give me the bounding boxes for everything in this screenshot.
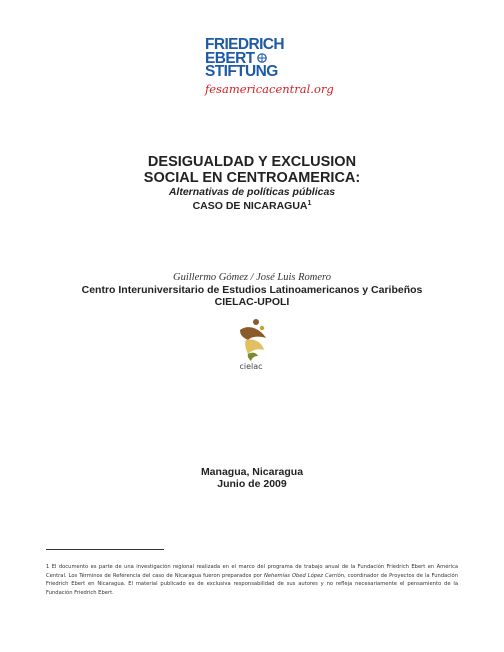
institution-acronym: CIELAC-UPOLI [214, 296, 290, 308]
title-subtitle: Alternativas de políticas públicas [168, 186, 336, 198]
footnote-part-2: , coordinador de Proyectos de la Fundación Friedrich Ebert en Nicaragua. El material publicado es de exclusiva responsabilidad de sus autores y no refleja necesariamente el pensamiento de la Fundación Friedrich Ebert. [46, 572, 458, 596]
place: Managua, Nicaragua [200, 466, 304, 478]
globe-icon [257, 53, 267, 63]
logo-line-3: STIFTUNG [205, 63, 278, 80]
footnote-part-1: 1 El documento es parte de una investigación regional realizada en el marco del programa de trabajo anual de la Fundación Friedrich Ebert en América Central. Los Términos de Referencia del caso de Nicaragua fueron preparados por [46, 564, 458, 579]
footnote-rule [46, 549, 164, 550]
footnote-text [46, 563, 458, 597]
institution-name: Centro Interuniversitario de Estudios Latinoamericanos y Caribeños [81, 284, 423, 296]
case-text: CASO DE NICARAGUA [192, 200, 308, 212]
logo-line-1: FRIEDRICH [205, 36, 284, 53]
footnote-marker: 1 [307, 200, 312, 207]
footnote-coordinator: Nehemías Obed López Carrión [263, 572, 344, 579]
cielac-logo [226, 318, 276, 372]
author-names: Guillermo Gómez / José Luis Romero [173, 272, 331, 283]
case-heading [0, 198, 504, 212]
title-line-1: DESIGUALDAD Y EXCLUSION [147, 154, 357, 170]
logo-line-2-text: EBERT [205, 49, 255, 67]
cielac-logo-text: cielac [239, 362, 263, 371]
logo-url: fesamericacentral.org [205, 82, 334, 96]
title-line-2: SOCIAL EN CENTROAMERICA: [143, 170, 361, 186]
date: Junio de 2009 [217, 478, 287, 490]
fes-logo [205, 36, 334, 96]
